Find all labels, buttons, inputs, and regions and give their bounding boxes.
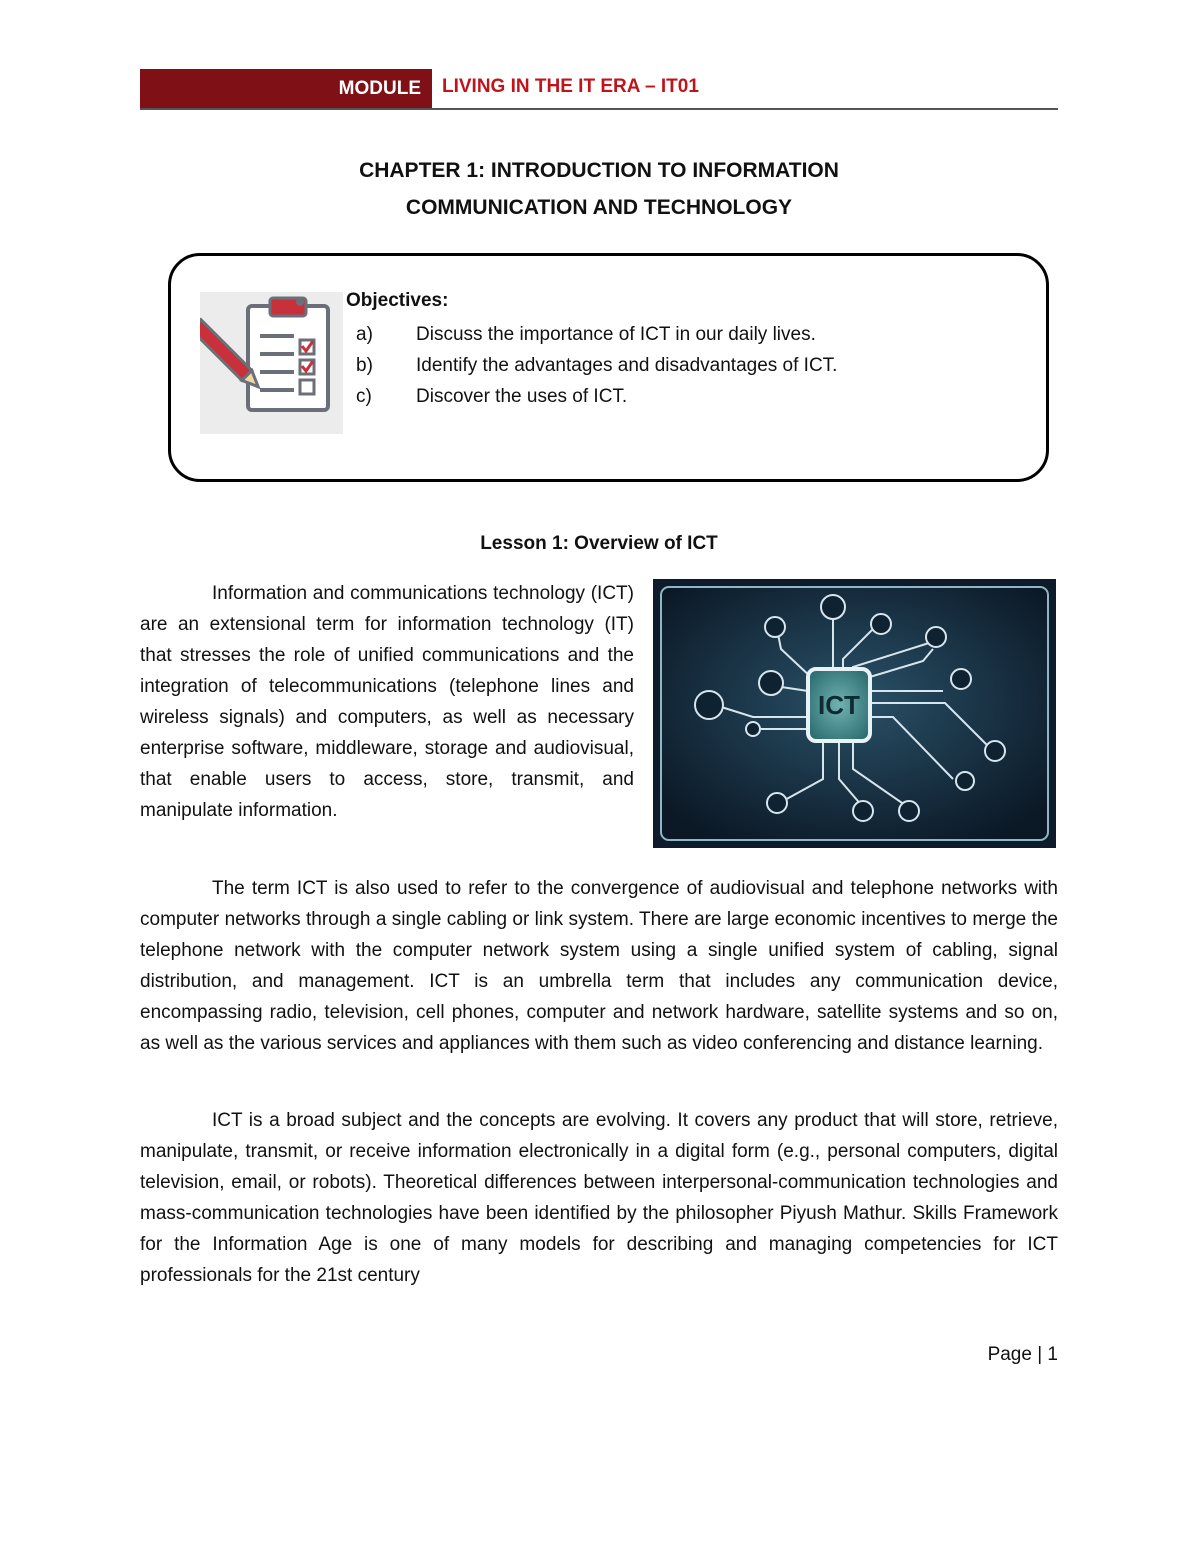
objective-item [346, 350, 837, 381]
lesson-paragraph-3: ICT is a broad subject and the concepts are evolving. It covers any product that will store, retrieve, manipulate, transmit, or receive information electronically in a digital form (e.g., personal computers, digital television, email, or robots). Theoretical differences between interpersonal-communication technologies and mass-communication technologies have been identified by the philosopher Piyush Mathur. Skills Framework for the Information Age is one of many models for describing and managing competencies for ICT professionals for the 21st century [140, 1110, 1058, 1286]
objective-label: c) [356, 386, 372, 407]
lesson-title: Lesson 1: Overview of ICT [480, 533, 718, 554]
chapter-title [140, 152, 1058, 226]
objectives-heading: Objectives: [346, 290, 449, 311]
objective-item [346, 381, 837, 412]
checklist-icon [200, 292, 343, 434]
page-number: Page | 1 [987, 1344, 1058, 1365]
objective-item [346, 319, 837, 350]
module-label: MODULE [140, 69, 432, 108]
ict-illustration [653, 579, 1056, 848]
header-divider [140, 108, 1058, 110]
lesson-paragraph-1: Information and communications technology (ICT) are an extensional term for information technology (IT) that stresses the role of unified communications and the integration of telecommunications (telephone lines and wireless signals) and computers, as well as necessary enterprise software, middleware, storage and audiovisual, that enable users to access, store, transmit, and manipulate information. [140, 583, 634, 821]
chapter-title-line-2: COMMUNICATION AND TECHNOLOGY [405, 196, 793, 219]
objective-text: Identify the advantages and disadvantages of ICT. [416, 355, 838, 376]
course-title: LIVING IN THE IT ERA – IT01 [442, 76, 699, 97]
objective-label: b) [356, 355, 373, 376]
ict-chip-label: ICT [818, 690, 860, 720]
objective-label: a) [356, 324, 373, 345]
chapter-title-line-1: CHAPTER 1: INTRODUCTION TO INFORMATION [359, 159, 839, 182]
objective-text: Discover the uses of ICT. [416, 386, 628, 407]
lesson-paragraph-2: The term ICT is also used to refer to the convergence of audiovisual and telephone networks with computer networks through a single cabling or link system. There are large economic incentives to merge the telephone network with the computer network system using a single unified system of cabling, signal distribution, and management. ICT is an umbrella term that includes any communication device, encompassing radio, television, cell phones, computer and network hardware, satellite systems and so on, as well as the various services and appliances with them such as video conferencing and distance learning. [140, 878, 1058, 1054]
objectives-list [346, 319, 837, 412]
objective-text: Discuss the importance of ICT in our daily lives. [416, 324, 816, 345]
